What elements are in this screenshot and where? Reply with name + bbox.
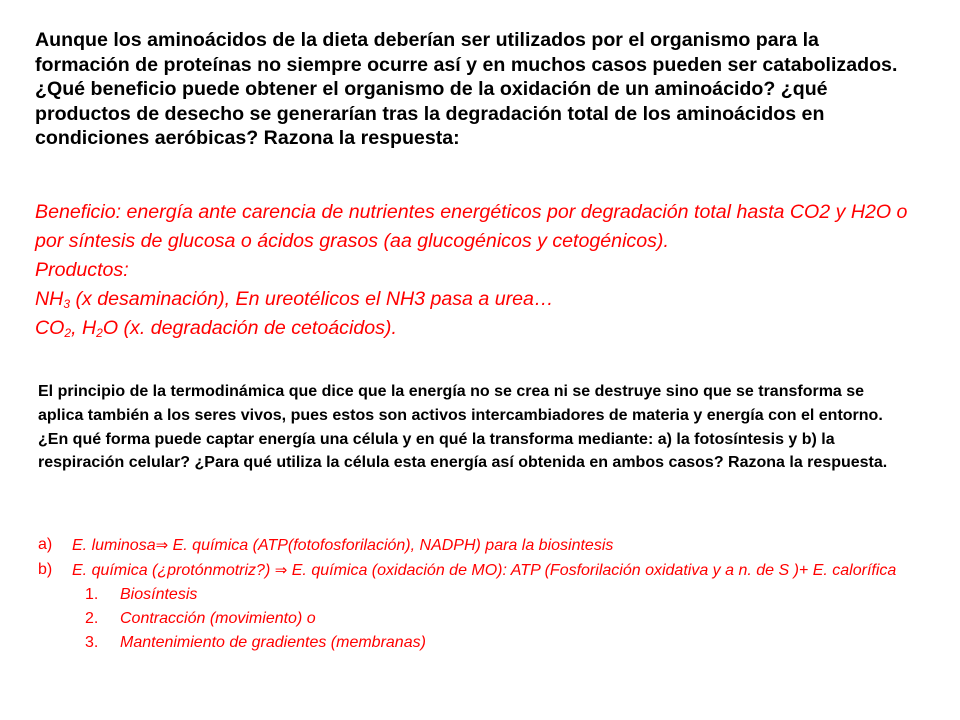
- list-marker: a): [38, 536, 53, 553]
- answer-1-co2-line: [35, 314, 925, 343]
- item-text-after-arrow: E. química (ATP(fotofosforilación), NADPH) para la biosintesis: [168, 537, 614, 554]
- nh3-rest-text: (x desaminación), En ureotélicos el NH3 pasa a urea…: [70, 288, 554, 310]
- item-text-after-arrow: E. química (oxidación de MO): ATP (Fosforilación oxidativa y a n. de S )+ E. calorífica: [287, 562, 897, 579]
- answer-1-productos-label: Productos:: [35, 259, 129, 281]
- co-text: CO: [35, 317, 65, 339]
- sub-list-text: Mantenimiento de gradientes (membranas): [120, 634, 426, 651]
- sub-list-marker: 1.: [85, 586, 99, 603]
- list-item: [38, 558, 918, 583]
- subscript-2: 2: [64, 326, 72, 340]
- implies-arrow-icon: ⇒: [155, 536, 169, 554]
- sub-list-item: [38, 607, 918, 631]
- h-text: , H: [71, 317, 97, 339]
- question-1-text: Aunque los aminoácidos de la dieta deberían ser utilizados por el organismo para la formación de proteínas no siempre ocurre así y en muchos casos pueden ser catabolizados. ¿Qué beneficio puede obtener el organismo de la oxidación de un aminoácido? ¿qué productos de desecho se generarían tras la degradación total de los aminoácidos en condiciones aeróbicas? Razona la respuesta:: [35, 29, 898, 150]
- question-2-text: El principio de la termodinámica que dice que la energía no se crea ni se destruye sino que se transforma se aplica también a los seres vivos, pues estos son activos intercambiadores de materia y energía con el entorno. ¿En qué forma puede captar energía una célula y en qué la transforma mediante: a) la fotosíntesis y b) la respiración celular? ¿Para qué utiliza la célula esta energía así obtenida en ambos casos? Razona la respuesta.: [38, 383, 888, 472]
- nh-text: NH: [35, 288, 64, 310]
- subscript-2: 2: [96, 326, 103, 340]
- item-text-before-arrow: E. química (¿protónmotriz?): [72, 562, 275, 579]
- answer-2: [38, 533, 918, 655]
- sub-list-text: Biosíntesis: [120, 586, 198, 603]
- answer-1-beneficio: Beneficio: energía ante carencia de nutrientes energéticos por degradación total hasta CO2 y H2O o por síntesis de glucosa o ácidos grasos (aa glucogénicos y cetogénicos).: [35, 201, 908, 252]
- item-text-before-arrow: E. luminosa: [72, 537, 156, 554]
- answer-1: [35, 198, 925, 343]
- co2-rest-text: O (x. degradación de cetoácidos).: [102, 317, 397, 339]
- sub-list-marker: 2.: [85, 610, 99, 627]
- implies-arrow-icon: ⇒: [274, 561, 288, 579]
- sub-list-item: [38, 631, 918, 655]
- sub-list-text: Contracción (movimiento) o: [120, 610, 316, 627]
- answer-1-nh3-line: [35, 285, 925, 314]
- question-2: [38, 380, 908, 475]
- question-1: [35, 28, 915, 151]
- sub-list-marker: 3.: [85, 634, 99, 651]
- list-item: [38, 533, 918, 558]
- answer-2-list: [38, 533, 918, 655]
- list-marker: b): [38, 561, 53, 578]
- subscript-3: 3: [63, 297, 70, 311]
- sub-list-item: [38, 583, 918, 607]
